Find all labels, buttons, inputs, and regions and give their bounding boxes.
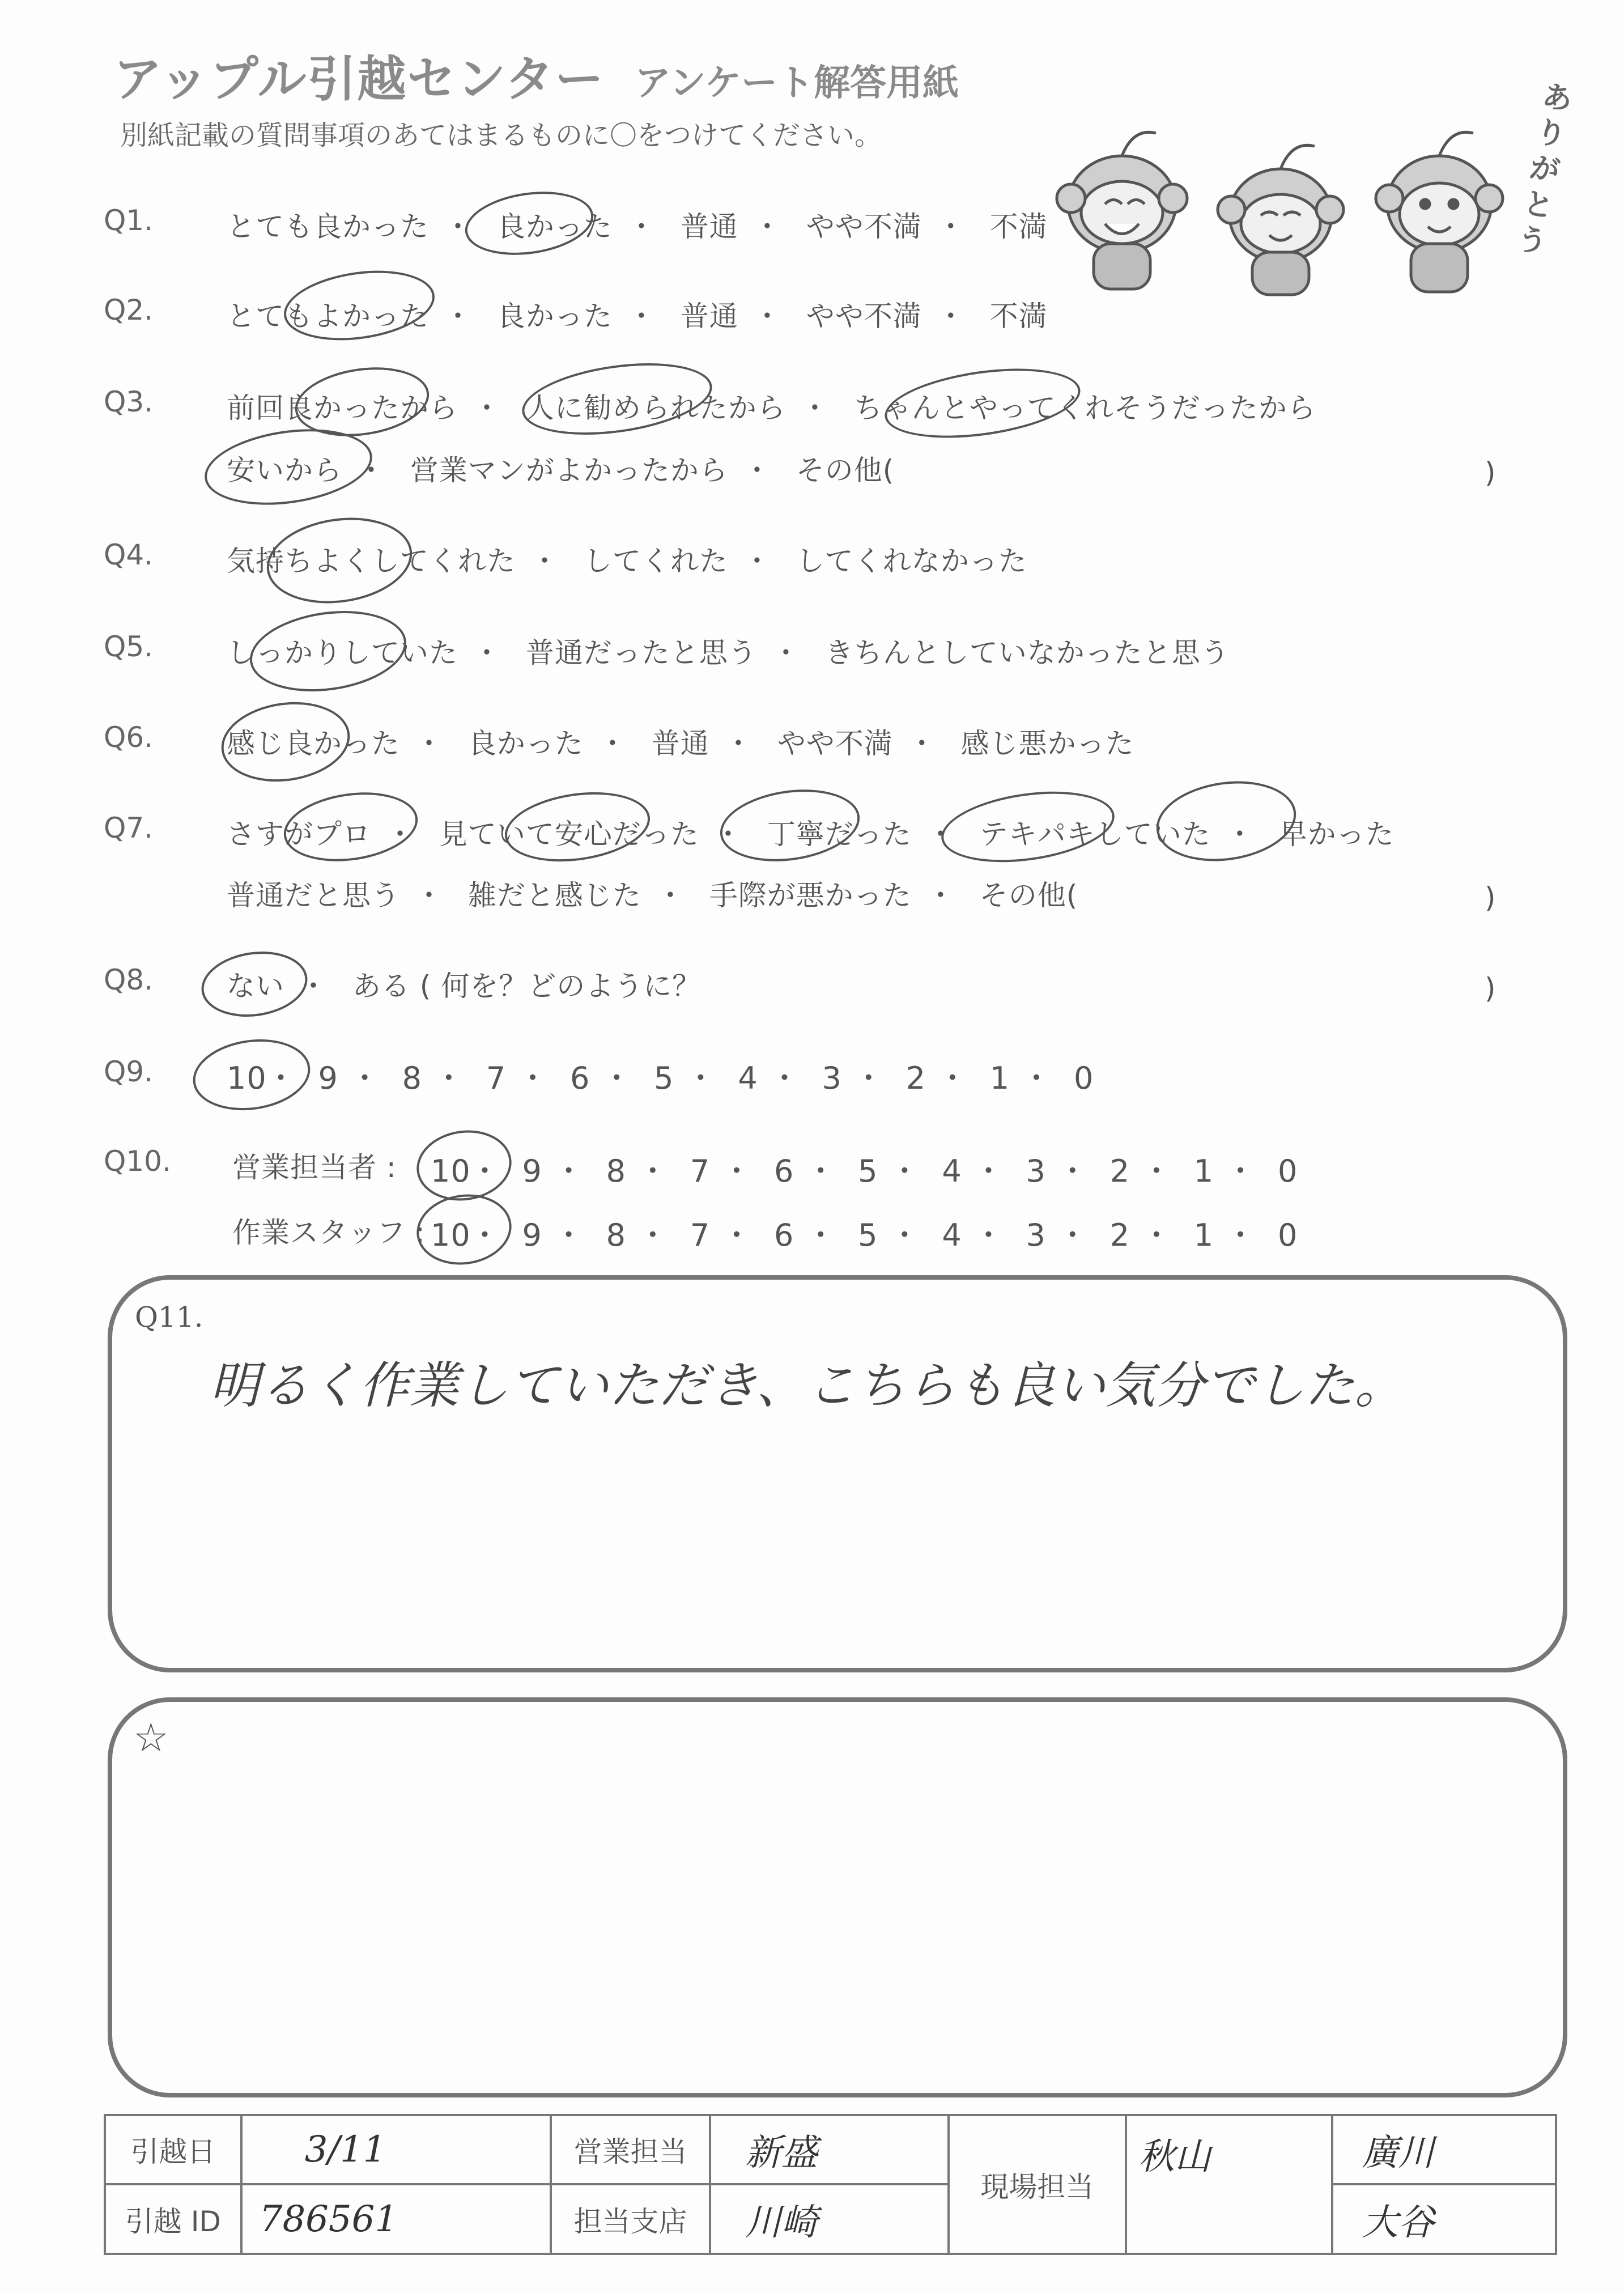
q10-sales-score[interactable]: 4 <box>942 1153 962 1189</box>
q3-close-paren: ) <box>1485 456 1496 489</box>
q10-staff-colon: : <box>415 1216 426 1249</box>
move-info-table <box>104 2114 1557 2255</box>
q2-option[interactable]: 良かった <box>496 300 613 333</box>
q10-staff-score[interactable]: 0 <box>1278 1217 1298 1253</box>
q4-answer-circle <box>261 509 418 612</box>
q11-comment-box[interactable] <box>108 1275 1567 1672</box>
mascot-illustration <box>1043 62 1553 300</box>
q3-option[interactable]: 人に勧められたから <box>525 392 786 424</box>
q4-label: Q4. <box>104 538 154 571</box>
move-date-value[interactable]: 3/11 <box>241 2115 551 2184</box>
sales-rep-value[interactable]: 新盛 <box>710 2115 949 2184</box>
q1-option[interactable]: 普通 <box>680 210 738 243</box>
q4-option[interactable]: してくれなかった <box>796 545 1027 578</box>
q6-option[interactable]: 感じ良かった <box>227 727 400 760</box>
q3-option[interactable]: 前回良かったから <box>227 392 458 424</box>
q5-answer-circle <box>245 601 412 700</box>
q10-staff-label <box>232 1210 426 1251</box>
mascot-laughing <box>1057 132 1187 289</box>
q10-sales-score[interactable]: 6 <box>774 1153 794 1189</box>
q10-staff-answer-circle <box>412 1188 516 1271</box>
branch-value[interactable]: 川崎 <box>710 2184 949 2254</box>
q1-options: とても良かった ・ 良かった ・ 普通 ・ やや不満 ・ 不満 <box>227 210 1048 243</box>
form-subtitle: アンケート解答用紙 <box>635 62 959 104</box>
mascot-smiling <box>1218 145 1344 295</box>
q6-label: Q6. <box>104 721 154 754</box>
star-comment-box[interactable] <box>108 1697 1567 2097</box>
q1-option[interactable]: とても良かった <box>227 210 429 243</box>
q7-close-paren: ) <box>1485 881 1496 914</box>
q9-answer-circle <box>188 1032 314 1118</box>
q3-option[interactable]: 安いから <box>227 454 342 487</box>
site-staff-value-1[interactable]: 秋山 <box>1126 2115 1333 2254</box>
q9-score[interactable]: 4 <box>738 1060 758 1096</box>
q7-option[interactable]: その他( <box>979 879 1078 912</box>
q10-staff-score[interactable]: 8 <box>606 1217 627 1253</box>
q9-score[interactable]: 10 <box>227 1060 267 1096</box>
q10-sales-label-text: 営業担当者 <box>232 1151 377 1184</box>
q5-option[interactable]: しっかりしていた <box>227 636 458 669</box>
q10-staff-score[interactable]: 3 <box>1026 1217 1046 1253</box>
q10-sales-score[interactable]: 5 <box>858 1153 878 1189</box>
q2-answer-circle <box>279 262 439 349</box>
q4-option[interactable]: してくれた <box>583 545 728 578</box>
q10-sales-colon: : <box>386 1151 397 1184</box>
move-id-label: 引越 ID <box>105 2184 241 2254</box>
q4-options: 気持ちよくしてくれた ・ してくれた ・ してくれなかった <box>227 545 1027 578</box>
q3-options-line2: 安いから ・ 営業マンがよかったから ・ その他( <box>227 454 895 487</box>
q10-staff-score[interactable]: 10 <box>431 1217 471 1253</box>
q7-option[interactable]: 早かった <box>1278 818 1395 851</box>
q5-option[interactable]: 普通だったと思う <box>525 636 757 669</box>
move-date-label: 引越日 <box>105 2115 241 2184</box>
q10-staff-scale: 10・ 9 ・ 8 ・ 7 ・ 6 ・ 5 ・ 4 ・ 3 ・ 2 ・ 1 ・ 0 <box>431 1211 1306 1255</box>
q10-sales-label <box>232 1145 397 1186</box>
q10-sales-score[interactable]: 10 <box>431 1153 471 1189</box>
q2-option[interactable]: やや不満 <box>806 300 922 333</box>
q7-option[interactable]: テキパキしていた <box>979 818 1211 851</box>
q9-score[interactable]: 9 <box>318 1060 338 1096</box>
q3-option[interactable]: その他( <box>796 454 895 487</box>
q10-staff-label-text: 作業スタッフ <box>232 1216 406 1249</box>
q10-staff-score[interactable]: 9 <box>522 1217 542 1253</box>
q7-answer-circle <box>1151 772 1302 869</box>
q7-answer-circle <box>937 782 1119 872</box>
q10-staff-score[interactable]: 4 <box>942 1217 962 1253</box>
q10-sales-scale: 10・ 9 ・ 8 ・ 7 ・ 6 ・ 5 ・ 4 ・ 3 ・ 2 ・ 1 ・ 0 <box>431 1147 1306 1191</box>
q10-sales-score[interactable]: 9 <box>522 1153 542 1189</box>
q5-option[interactable]: きちんとしていなかったと思う <box>824 636 1230 669</box>
q3-option[interactable]: 営業マンがよかったから <box>410 454 728 487</box>
q3-answer-circle <box>881 358 1085 448</box>
q7-answer-circle <box>716 781 865 869</box>
q7-option[interactable]: 普通だと思う <box>227 879 400 912</box>
q6-option[interactable]: 良かった <box>467 727 584 760</box>
q4-option[interactable]: 気持ちよくしてくれた <box>227 545 516 578</box>
q6-option[interactable]: やや不満 <box>777 727 893 760</box>
q1-label: Q1. <box>104 204 154 237</box>
q9-label: Q9. <box>104 1055 154 1088</box>
q10-sales-score[interactable]: 1 <box>1193 1153 1214 1189</box>
q8-option[interactable]: ない <box>227 970 284 1003</box>
site-staff-label: 現場担当 <box>949 2115 1126 2254</box>
q11-answer: 明るく作業していただき、こちらも良い気分でした。 <box>210 1356 1405 1415</box>
q7-option[interactable]: 雑だと感じた <box>467 879 641 912</box>
q10-sales-score[interactable]: 8 <box>606 1153 627 1189</box>
q9-scale: 10・ 9 ・ 8 ・ 7 ・ 6 ・ 5 ・ 4 ・ 3 ・ 2 ・ 1 ・ 0 <box>227 1054 1102 1098</box>
q10-sales-score[interactable]: 2 <box>1109 1153 1130 1189</box>
sales-rep-label: 営業担当 <box>551 2115 710 2184</box>
q7-option[interactable]: さすがプロ <box>227 818 371 851</box>
q5-label: Q5. <box>104 630 154 663</box>
star-icon: ☆ <box>133 1714 169 1761</box>
mascot-standing <box>1376 132 1503 292</box>
q7-answer-circle <box>500 784 654 871</box>
q1-option[interactable]: 良かった <box>496 210 613 243</box>
q3-answer-circle <box>517 353 716 445</box>
q9-score[interactable]: 7 <box>486 1060 507 1096</box>
branch-label: 担当支店 <box>551 2184 710 2254</box>
q3-option[interactable]: ちゃんとやってくれそうだったから <box>853 392 1316 424</box>
q2-options: とてもよかった ・ 良かった ・ 普通 ・ やや不満 ・ 不満 <box>227 300 1048 333</box>
q1-answer-circle <box>461 184 598 263</box>
q6-option[interactable]: 感じ悪かった <box>960 727 1134 760</box>
q10-staff-score[interactable]: 2 <box>1109 1217 1130 1253</box>
q10-staff-score[interactable]: 7 <box>690 1217 711 1253</box>
q2-option[interactable]: とてもよかった <box>227 300 429 333</box>
q8-option[interactable]: ある ( 何を？どのように？ <box>352 970 702 1003</box>
q7-options-line2: 普通だと思う ・ 雑だと感じた ・ 手際が悪かった ・ その他( <box>227 879 1078 912</box>
q3-options-line1: 前回良かったから ・ 人に勧められたから ・ ちゃんとやってくれそうだったから <box>227 392 1316 424</box>
q10-sales-score[interactable]: 0 <box>1278 1153 1298 1189</box>
q7-option[interactable]: 丁寧だった <box>767 818 912 851</box>
q11-label: Q11. <box>135 1301 203 1334</box>
q8-options: ない ・ ある ( 何を？どのように？ <box>227 970 702 1003</box>
q7-option[interactable]: 手際が悪かった <box>709 879 912 912</box>
q6-answer-circle <box>216 694 355 789</box>
form-instruction: 別紙記載の質問事項のあてはまるものに〇をつけてください。 <box>120 120 882 151</box>
q2-option[interactable]: 不満 <box>989 300 1048 333</box>
q8-label: Q8. <box>104 963 154 996</box>
q9-score[interactable]: 0 <box>1074 1060 1094 1096</box>
q10-label: Q10. <box>104 1145 171 1178</box>
q7-options-line1: さすがプロ ・ 見ていて安心だった ・ 丁寧だった ・ テキパキしていた ・ 早かった <box>227 818 1395 851</box>
q5-options: しっかりしていた ・ 普通だったと思う ・ きちんとしていなかったと思う <box>227 636 1230 669</box>
site-staff-value-3[interactable]: 大谷 <box>1332 2184 1556 2254</box>
q3-label: Q3. <box>104 385 154 418</box>
q9-score[interactable]: 8 <box>402 1060 423 1096</box>
q2-label: Q2. <box>104 294 154 326</box>
q10-sales-score[interactable]: 3 <box>1026 1153 1046 1189</box>
q7-label: Q7. <box>104 812 154 844</box>
q7-option[interactable]: 見ていて安心だった <box>439 818 699 851</box>
q7-answer-circle <box>279 784 422 869</box>
q1-option[interactable]: やや不満 <box>806 210 922 243</box>
q9-score[interactable]: 3 <box>822 1060 842 1096</box>
form-title: アップル引越センター <box>113 51 605 108</box>
q10-staff-score[interactable]: 5 <box>858 1217 878 1253</box>
q10-staff-score[interactable]: 6 <box>774 1217 794 1253</box>
q10-sales-score[interactable]: 7 <box>690 1153 711 1189</box>
q9-score[interactable]: 5 <box>654 1060 674 1096</box>
q10-staff-score[interactable]: 1 <box>1193 1217 1214 1253</box>
move-id-value[interactable]: 786561 <box>241 2184 551 2254</box>
q9-score[interactable]: 6 <box>570 1060 590 1096</box>
q6-option[interactable]: 普通 <box>651 727 709 760</box>
q9-score[interactable]: 1 <box>989 1060 1010 1096</box>
q6-options: 感じ良かった ・ 良かった ・ 普通 ・ やや不満 ・ 感じ悪かった <box>227 727 1134 760</box>
q8-answer-circle <box>197 945 312 1023</box>
q2-option[interactable]: 普通 <box>680 300 738 333</box>
q9-score[interactable]: 2 <box>905 1060 926 1096</box>
q8-close-paren: ) <box>1485 972 1496 1005</box>
q1-option[interactable]: 不満 <box>989 210 1048 243</box>
site-staff-value-2[interactable]: 廣川 <box>1332 2115 1556 2184</box>
mascot-text: ありがとう <box>1515 79 1575 261</box>
